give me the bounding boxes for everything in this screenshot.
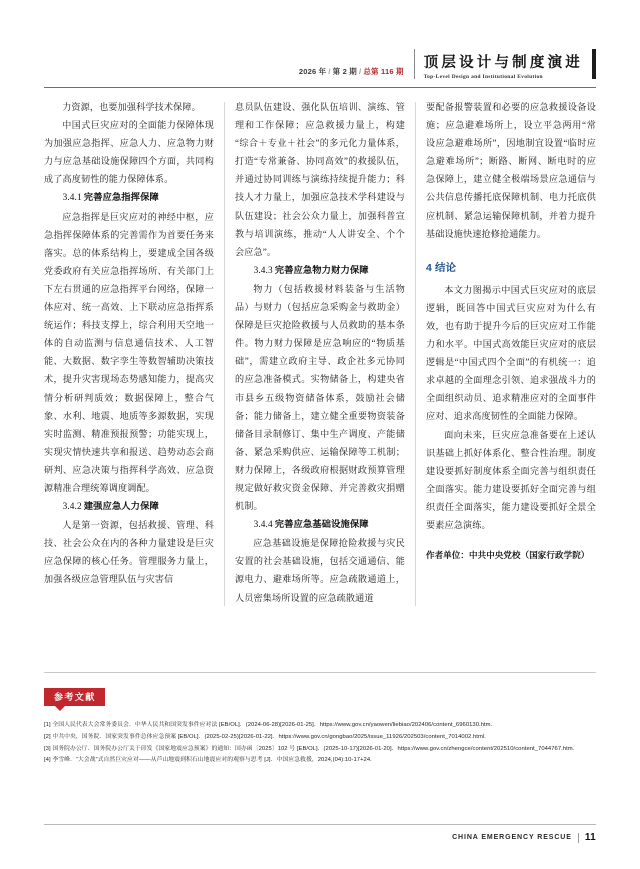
paragraph: 中国式巨灾应对的全面能力保障体现为加强应急指挥、应急人力、应急物力财力与应急基础设施保障四个方面，共同构成了高度韧性的能力保障体系。 (44, 120, 214, 185)
footer-separator (578, 833, 579, 843)
footer-rule (44, 824, 596, 825)
paragraph: 面向未来，巨灾应急准备要在上述认识基础上抓好体系化、整合性治理。制度建设要抓好制度体系全面完善与组织责任全面落实。能力建设要抓好全面完善与组织责任全面落实，能力建设要抓好全景全要素应急演练。 (426, 429, 596, 530)
subsection-title: 完善应急基础设施保障 (274, 519, 369, 530)
paragraph: 力资源，也要加强科学技术保障。 (62, 102, 201, 112)
paragraph: 人是第一资源，包括救援、管理、科技、社会公众在内的各种力量建设是巨灾应急保障的核心任务。管理服务力量上，加强各级应急管理队伍与灾害信 (44, 520, 214, 585)
paragraph: 要配备报警装置和必要的应急救援设备设施；应急避难场所上，设立平急两用“常设应急避难场所”，因地制宜设置“临时应急避难场所”；断路、断网、断电时的应急保障上，建立健全极端场景应急通信与公共信息传播托底保障机制、电力托底供应机制、紧急运输保障机制，并着力提升基础设施快速抢修抢通能力。 (426, 102, 596, 239)
subsection-heading-342 (44, 497, 214, 516)
paragraph: 物力（包括救援材料装备与生活物品）与财力（包括应急采购金与救助金）保障是巨灾抢险救援与人员救助的基本条件。物力财力保障是应急响应的“物质基础”，需建立政府主导、政企社多元协同的应急准备模式。实物储备上，构建央省市县乡五级物资储备体系，鼓励社会储备；能力储备上，建立健全重要物资装备储备目录制修订、集中生产调度、产能储备、紧急采购供应、运输保障等工机制；财力保障上，各级政府根据财政预算管理规定做好救灾资金保障、并完善救灾捐赠机制。 (235, 283, 405, 512)
footer-journal-name: CHINA EMERGENCY RESCUE (452, 834, 572, 841)
column-middle (235, 98, 405, 658)
subsection-title: 完善应急指挥保障 (83, 192, 159, 203)
column-right (426, 98, 596, 658)
column-title-group (424, 56, 583, 80)
subsection-heading-341 (44, 188, 214, 207)
paragraph: 息员队伍建设、强化队伍培训、演练、管理和工作保障；应急救援力量上，构建“综合＋专业＋社会”的多元化力量体系，打造“专常兼备、协同高效”的救援队伍，并通过协同训练与演练持续提升能力；科技人才力量上，加强应急技术学科建设与队伍建设；社会公众力量上，加强科普宣教与培训演练，推动“人人讲安全、个个会应急”。 (235, 102, 405, 257)
issue-number: 第 2 期 (332, 67, 358, 76)
issue-info: 2026 年 / 第 2 期 / 总第 116 期 (298, 67, 404, 76)
paragraph: 应急基础设施是保障抢险救援与灾民安置的社会基础设施，包括交通通信、能源电力、避难场所等。应急疏散通道上，人员密集场所设置的应急疏散通道 (235, 538, 405, 603)
subsection-heading-343 (235, 261, 405, 280)
subsection-title: 完善应急物力财力保障 (274, 264, 369, 275)
author-affiliation-block (426, 548, 596, 563)
references-top-rule (44, 672, 596, 673)
reference-item: [4] 李雪峰．“大会战”式自然巨灾应对——从芦山地震到积石山地震应对的观察与思考 [J]．中国应急救援，2024,(04):10-17+24. (44, 757, 372, 764)
masthead-accent-bar (592, 49, 596, 79)
issue-total: 总第 116 期 (363, 67, 404, 76)
article-columns (44, 98, 596, 658)
masthead-rule (44, 87, 596, 88)
subsection-number: 3.4.1 (62, 193, 82, 204)
section-number: 4 (426, 262, 432, 274)
footer-page-number: 11 (584, 832, 596, 843)
references-list (44, 720, 596, 766)
reference-item: [2] 中共中央，国务院．国家突发事件总体应急预案 [EB/OL]．(2025-02-25)[2026-01-22]．https://www.gov.cn/gongbao/2025/issue_11926/202503/content_7014002.html. (44, 733, 486, 740)
paragraph: 应急指挥是巨灾应对的神经中枢，应急指挥保障体系的完善需作为首要任务来落实。总的体系结构上，要建成全国各级党委政府有关应急指挥场所、有关部门上下左右贯通的应急指挥平台网络，保障一体应对、统一高效、上下联动应急指挥系统运作；科技支撑上，综合利用天空地一体的自动监测与信息通信技术、人工智能、大数据、数字孪生等数智辅助决策技术，提升灾害现场态势感知能力，提高灾情分析研判质效；数据保障上，整合气象、水利、地震、地质等多源数据，实现实时监测、精准预报预警；功能实现上，实现灾情快速共享和报送、趋势动态会商研判、应急决策与指挥科学高效、应急资源精准合理统筹调度调配。 (44, 211, 214, 493)
column-left (44, 98, 214, 658)
subsection-number: 3.4.2 (62, 502, 82, 513)
masthead-divider (414, 49, 415, 79)
subsection-heading-344 (235, 515, 405, 534)
page-masthead (44, 46, 596, 88)
column-separator (415, 102, 416, 606)
author-affiliation: 作者单位：中共中央党校（国家行政学院） (426, 550, 590, 561)
subsection-number: 3.4.3 (253, 265, 273, 276)
paragraph: 本文力图揭示中国式巨灾应对的底层逻辑，既回答中国式巨灾应对为什么有效，也有助于提升今后的巨灾应对工作能力和水平。中国式高效能巨灾应对的底层逻辑是“中国式四个全面”的有机统一：追求卓越的全面理念引领、追求强战斗力的全面组织动员、追求精准应对的全面事件应对、追求高度韧性的全面能力保障。 (426, 284, 596, 422)
subsection-number: 3.4.4 (253, 520, 273, 531)
column-separator (224, 102, 225, 606)
section-title: 结论 (434, 262, 457, 274)
references-section (44, 672, 596, 767)
subsection-title: 建强应急人力保障 (83, 501, 159, 512)
issue-year: 2026 年 (298, 67, 327, 76)
column-title-en: Top-Level Design and Institutional Evolution (423, 74, 543, 80)
page-footer (44, 824, 596, 843)
section-heading-conclusion (426, 259, 596, 279)
reference-item: [3] 国务院办公厅．国务院办公厅关于印发《国家地震应急预案》的通知：国办函〔2025〕102 号 [EB/OL]．(2025-10-17)[2026-01-20]．https://www.gov.cn/zhengce/content/202510/content_7044767.htm. (44, 745, 575, 752)
column-title-cn: 顶层设计与制度演进 (423, 55, 583, 72)
reference-item: [1] 全国人民代表大会常务委员会．中华人民共和国突发事件应对法 [EB/OL]．(2024-06-28)[2026-01-25]．https://www.gov.cn/yaowen/liebiao/202406/content_6960130.htm. (44, 722, 493, 729)
references-badge: 参考文献 (44, 688, 105, 706)
